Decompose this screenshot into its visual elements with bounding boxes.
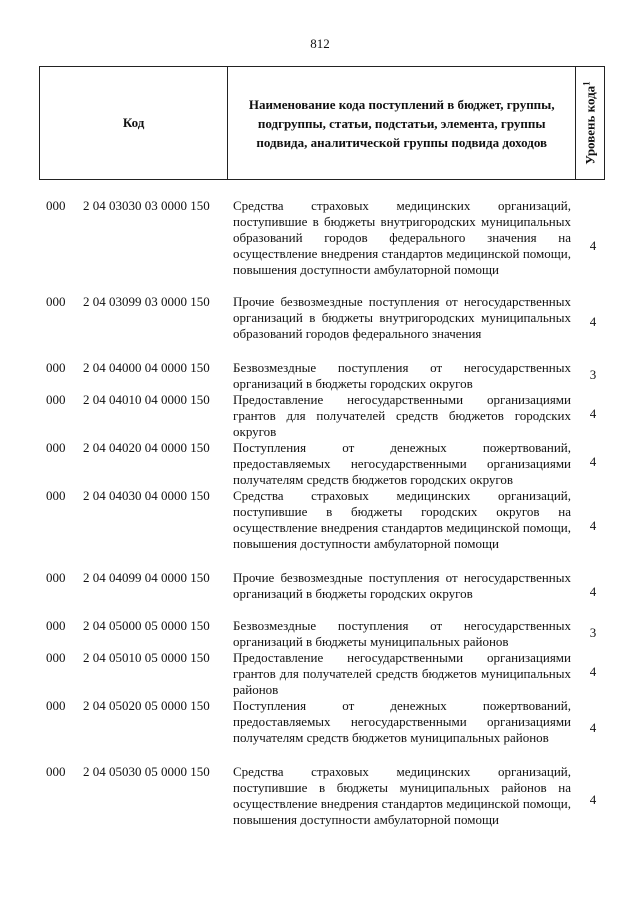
revenue-name: Предоставление негосударственными организациями грантов для получателей средств бюджетов муниципальных районов [233, 650, 571, 697]
header-level [576, 67, 604, 179]
revenue-code: 2 04 05000 05 0000 150 [83, 618, 210, 633]
revenue-code: 2 04 05020 05 0000 150 [83, 698, 210, 713]
revenue-name: Средства страховых медицинских организаций, поступившие в бюджеты городских округов на осуществление внедрения стандартов медицинской помощи, повышения доступности амбулаторной помощи [233, 488, 571, 551]
revenue-name: Прочие безвозмездные поступления от негосударственных организаций в бюджеты внутригородских муниципальных образований городов федерального значения [233, 294, 571, 341]
admin-code: 000 [46, 570, 66, 585]
header-level-label [581, 81, 598, 164]
code-level: 4 [589, 406, 597, 421]
admin-code: 000 [46, 764, 66, 779]
code-level: 4 [589, 314, 597, 329]
table-row [0, 360, 640, 392]
revenue-code: 2 04 05030 05 0000 150 [83, 764, 210, 779]
revenue-name: Средства страховых медицинских организаций, поступившие в бюджеты внутригородских муниципальных образований городов федерального значения на осуществление внедрения стандартов медицинской помощи, повышения доступности амбулаторной помощи [233, 198, 571, 277]
table-row [0, 570, 640, 618]
code-level: 4 [589, 454, 597, 469]
admin-code: 000 [46, 198, 66, 213]
revenue-code: 2 04 04020 04 0000 150 [83, 440, 210, 455]
code-level: 3 [589, 367, 597, 382]
code-level: 4 [589, 518, 597, 533]
revenue-code: 2 04 04030 04 0000 150 [83, 488, 210, 503]
admin-code: 000 [46, 488, 66, 503]
header-code: Код [40, 67, 228, 179]
table-row [0, 698, 640, 764]
table-row [0, 198, 640, 294]
admin-code: 000 [46, 294, 66, 309]
table-row [0, 618, 640, 650]
table-body [0, 198, 640, 846]
admin-code: 000 [46, 698, 66, 713]
header-name: Наименование кода поступлений в бюджет, группы, подгруппы, статьи, подстатьи, элемента, группы подвида, аналитической группы подвида доходов [228, 67, 576, 179]
page-number: 812 [310, 36, 330, 51]
revenue-code: 2 04 03030 03 0000 150 [83, 198, 210, 213]
table-row [0, 764, 640, 846]
code-level: 4 [589, 720, 597, 735]
revenue-code: 2 04 04000 04 0000 150 [83, 360, 210, 375]
revenue-code: 2 04 04099 04 0000 150 [83, 570, 210, 585]
table-header [39, 66, 605, 180]
revenue-name: Предоставление негосударственными организациями грантов для получателей средств бюджетов городских округов [233, 392, 571, 439]
revenue-code: 2 04 04010 04 0000 150 [83, 392, 210, 407]
code-level: 4 [589, 792, 597, 807]
revenue-name: Безвозмездные поступления от негосударственных организаций в бюджеты городских округов [233, 360, 571, 391]
header-level-text: Уровень кода [582, 85, 598, 165]
revenue-code: 2 04 03099 03 0000 150 [83, 294, 210, 309]
revenue-code: 2 04 05010 05 0000 150 [83, 650, 210, 665]
code-level: 4 [589, 584, 597, 599]
admin-code: 000 [46, 360, 66, 375]
admin-code: 000 [46, 392, 66, 407]
admin-code: 000 [46, 618, 66, 633]
table-row [0, 488, 640, 570]
revenue-name: Поступления от денежных пожертвований, предоставляемых негосударственными организациями получателям средств бюджетов муниципальных районов [233, 698, 571, 745]
table-row [0, 440, 640, 488]
table-row [0, 294, 640, 360]
revenue-name: Безвозмездные поступления от негосударственных организаций в бюджеты муниципальных районов [233, 618, 571, 649]
code-level: 3 [589, 625, 597, 640]
admin-code: 000 [46, 440, 66, 455]
header-level-footnote: 1 [581, 81, 592, 86]
revenue-name: Средства страховых медицинских организаций, поступившие в бюджеты муниципальных районов на осуществление внедрения стандартов медицинской помощи, повышения доступности амбулаторной помощи [233, 764, 571, 827]
revenue-name: Прочие безвозмездные поступления от негосударственных организаций в бюджеты городских округов [233, 570, 571, 601]
revenue-name: Поступления от денежных пожертвований, предоставляемых негосударственными организациями получателям средств бюджетов городских округов [233, 440, 571, 487]
admin-code: 000 [46, 650, 66, 665]
table-row [0, 650, 640, 698]
code-level: 4 [589, 238, 597, 253]
table-row [0, 392, 640, 440]
code-level: 4 [589, 664, 597, 679]
